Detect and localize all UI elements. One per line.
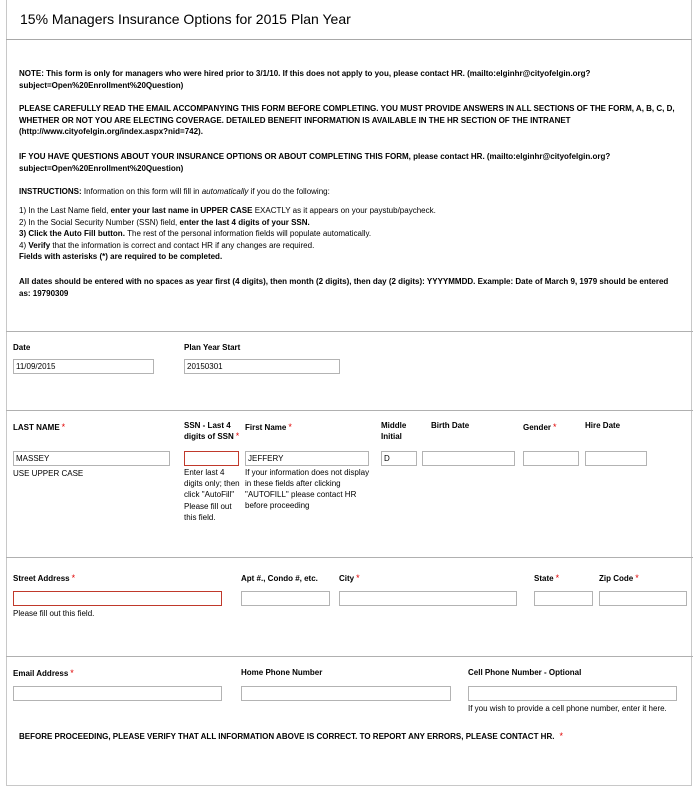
ssn-input[interactable] (184, 451, 239, 466)
dates-paragraph: All dates should be entered with no spaces as year first (4 digits), then month (2 digits), then day (2 digits): YYYYMMDD. Example: Date of March 9, 1979 should be entered as: 19790309 (19, 277, 669, 298)
zip-code-input[interactable] (599, 591, 687, 606)
cell-phone-input[interactable] (468, 686, 677, 701)
street-address-label: Street Address * (13, 573, 76, 583)
divider (6, 557, 693, 558)
questions-paragraph: IF YOU HAVE QUESTIONS ABOUT YOUR INSURANCE OPTIONS OR ABOUT COMPLETING THIS FORM, please contact HR. (mailto:elginhr@cityofelgin.org?subject=Open%20Enrollment%20Question) (19, 152, 611, 173)
required-asterisk: * (559, 731, 563, 741)
street-address-input[interactable] (13, 591, 222, 606)
ssn-error: Please fill out this field. (184, 502, 232, 522)
state-input[interactable] (534, 591, 593, 606)
ssn-hint: Enter last 4 digits only; then click "AutoFill" (184, 468, 240, 499)
title-bar (6, 0, 692, 40)
birth-date-label: Birth Date (431, 421, 470, 430)
required-asterisk: * (71, 573, 76, 583)
divider (6, 656, 693, 657)
required-asterisk: * (553, 422, 557, 432)
gender-select[interactable] (523, 451, 579, 466)
required-asterisk: * (635, 573, 639, 583)
instructions-intro: INSTRUCTIONS: Information on this form will fill in automatically if you do the following: (19, 187, 330, 196)
middle-initial-input[interactable]: D (381, 451, 417, 466)
required-asterisk: * (70, 668, 74, 678)
last-name-hint: USE UPPER CASE (13, 469, 84, 478)
required-asterisk: * (555, 573, 560, 583)
email-input[interactable] (13, 686, 222, 701)
read-paragraph: PLEASE CAREFULLY READ THE EMAIL ACCOMPANYING THIS FORM BEFORE COMPLETING. YOU MUST PROVIDE ANSWERS IN ALL SECTIONS OF THE FORM, A, B, C, D, WHETHER OR NOT YOU ARE ELECTING COVERAGE. DETAILED BENEFIT INFORMATION IS AVAILABLE IN THE HR SECTION OF THE INTRANET (http://www.cityofelgin.org/index.aspx?nid=742). (19, 104, 675, 137)
cell-phone-hint: If you wish to provide a cell phone number, enter it here. (468, 704, 667, 713)
step-3: 3) Click the Auto Fill button. The rest of the personal information fields will populate automatically. (19, 229, 372, 239)
instructions-label: INSTRUCTIONS: (19, 187, 82, 196)
middle-initial-label: Middle Initial (381, 421, 407, 441)
state-label: State * (534, 573, 560, 583)
step-1: 1) In the Last Name field, enter your last name in UPPER CASE EXACTLY as it appears on your paystub/paycheck. (19, 206, 436, 215)
last-name-input[interactable]: MASSEY (13, 451, 170, 466)
city-label: City * (339, 573, 360, 583)
first-name-input[interactable]: JEFFERY (245, 451, 369, 466)
required-note: Fields with asterisks (*) are required to be completed. (19, 252, 223, 262)
cell-phone-label: Cell Phone Number - Optional (468, 668, 582, 677)
divider (6, 331, 693, 332)
email-label: Email Address * (13, 668, 74, 678)
step-4: 4) Verify that the information is correct and contact HR if any changes are required. (19, 240, 315, 250)
apt-label: Apt #., Condo #, etc. (241, 574, 318, 583)
hire-date-label: Hire Date (585, 421, 621, 430)
city-input[interactable] (339, 591, 517, 606)
home-phone-label: Home Phone Number (241, 668, 323, 677)
divider (6, 410, 693, 411)
zip-code-label: Zip Code * (599, 573, 639, 583)
birth-date-input[interactable] (422, 451, 515, 466)
required-asterisk: * (356, 573, 360, 583)
date-input[interactable]: 11/09/2015 (13, 359, 154, 374)
step-2: 2) In the Social Security Number (SSN) field, enter the last 4 digits of your SSN. (19, 217, 310, 227)
hire-date-input[interactable] (585, 451, 647, 466)
plan-year-start-label: Plan Year Start (184, 343, 241, 352)
last-name-label: LAST NAME * (13, 422, 66, 432)
first-name-label: First Name * (245, 422, 292, 432)
required-asterisk: * (235, 431, 240, 441)
first-name-hint: If your information does not display in these fields after clicking "AUTOFILL" please contact HR before proceeding (245, 468, 370, 510)
page-title: 15% Managers Insurance Options for 2015 Plan Year (20, 11, 351, 27)
gender-label: Gender * (523, 422, 557, 432)
note-paragraph: NOTE: This form is only for managers who were hired prior to 3/1/10. If this does not apply to you, please contact HR. (mailto:elginhr@cityofelgin.org?subject=Open%20Enrollment%20Question) (19, 69, 591, 90)
required-asterisk: * (288, 422, 292, 432)
instruction-steps (19, 205, 679, 263)
required-asterisk: * (61, 422, 66, 432)
ssn-label: SSN - Last 4 digits of SSN * (184, 421, 240, 441)
street-address-error: Please fill out this field. (13, 609, 95, 618)
date-label: Date (13, 343, 31, 352)
plan-year-start-input[interactable]: 20150301 (184, 359, 340, 374)
apt-input[interactable] (241, 591, 330, 606)
verify-notice: BEFORE PROCEEDING, PLEASE VERIFY THAT ALL INFORMATION ABOVE IS CORRECT. TO REPORT ANY ERRORS, PLEASE CONTACT HR. * (19, 731, 563, 741)
home-phone-input[interactable] (241, 686, 451, 701)
